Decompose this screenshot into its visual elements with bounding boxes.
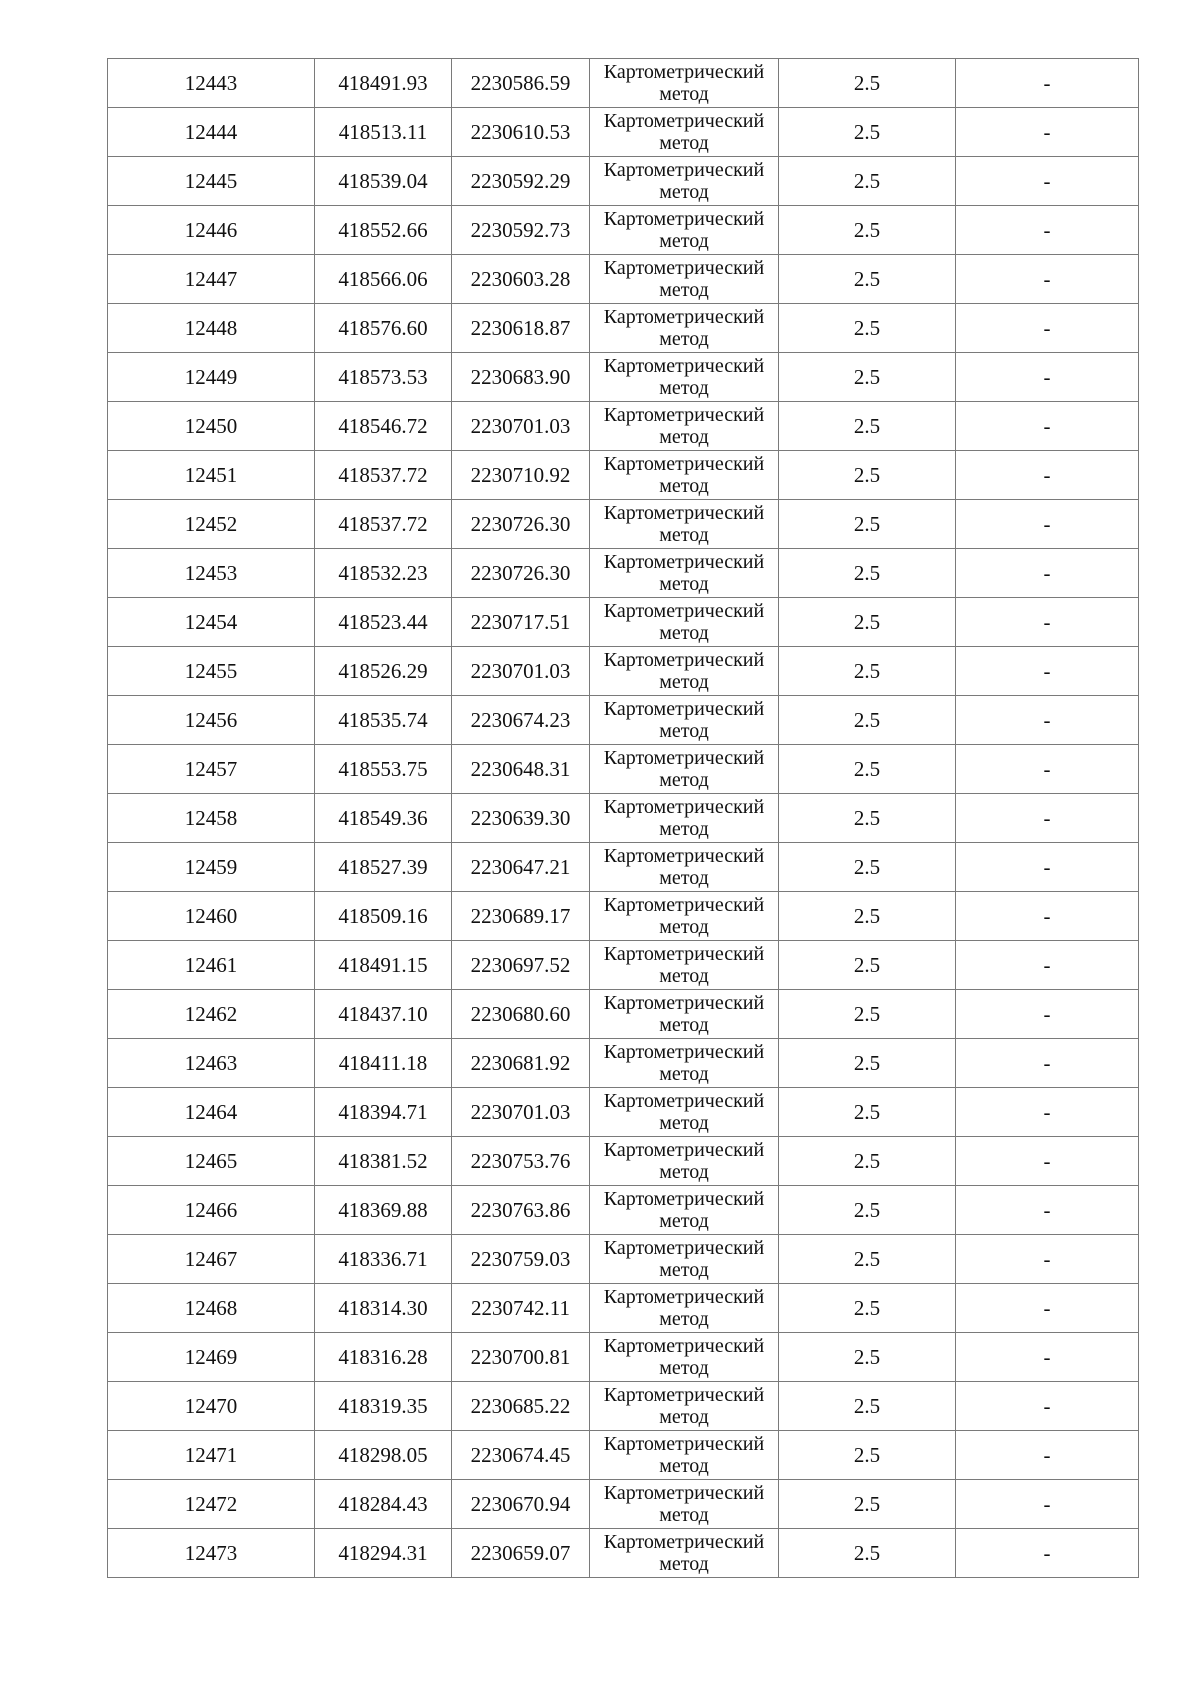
table-row — [108, 1529, 1139, 1578]
method-line-2: метод — [659, 1210, 709, 1232]
note-cell: - — [956, 1480, 1139, 1529]
x-coordinate-cell: 418532.23 — [315, 549, 452, 598]
accuracy-cell: 2.5 — [779, 1480, 956, 1529]
method-cell — [590, 353, 779, 402]
x-coordinate-cell: 418437.10 — [315, 990, 452, 1039]
accuracy-cell: 2.5 — [779, 696, 956, 745]
point-number-cell: 12471 — [108, 1431, 315, 1480]
point-number-cell: 12456 — [108, 696, 315, 745]
accuracy-cell: 2.5 — [779, 647, 956, 696]
accuracy-cell: 2.5 — [779, 1088, 956, 1137]
method-line-1: Картометрический — [603, 257, 765, 279]
x-coordinate-cell: 418539.04 — [315, 157, 452, 206]
method-cell — [590, 304, 779, 353]
method-cell — [590, 206, 779, 255]
method-line-1: Картометрический — [603, 1041, 765, 1063]
method-line-2: метод — [659, 671, 709, 693]
note-cell: - — [956, 108, 1139, 157]
point-number-cell: 12451 — [108, 451, 315, 500]
method-cell — [590, 1529, 779, 1578]
accuracy-cell: 2.5 — [779, 1186, 956, 1235]
method-line-2: метод — [659, 1161, 709, 1183]
x-coordinate-cell: 418537.72 — [315, 451, 452, 500]
x-coordinate-cell: 418394.71 — [315, 1088, 452, 1137]
accuracy-cell: 2.5 — [779, 1333, 956, 1382]
point-number-cell: 12449 — [108, 353, 315, 402]
y-coordinate-cell: 2230586.59 — [452, 59, 590, 108]
table-row — [108, 843, 1139, 892]
y-coordinate-cell: 2230670.94 — [452, 1480, 590, 1529]
method-cell — [590, 500, 779, 549]
method-line-1: Картометрический — [603, 1335, 765, 1357]
accuracy-cell: 2.5 — [779, 843, 956, 892]
method-line-1: Картометрический — [603, 404, 765, 426]
method-line-2: метод — [659, 1259, 709, 1281]
accuracy-cell: 2.5 — [779, 892, 956, 941]
y-coordinate-cell: 2230681.92 — [452, 1039, 590, 1088]
accuracy-cell: 2.5 — [779, 255, 956, 304]
note-cell: - — [956, 206, 1139, 255]
x-coordinate-cell: 418509.16 — [315, 892, 452, 941]
x-coordinate-cell: 418566.06 — [315, 255, 452, 304]
accuracy-cell: 2.5 — [779, 353, 956, 402]
y-coordinate-cell: 2230592.73 — [452, 206, 590, 255]
note-cell: - — [956, 1088, 1139, 1137]
note-cell: - — [956, 500, 1139, 549]
point-number-cell: 12454 — [108, 598, 315, 647]
note-cell: - — [956, 1137, 1139, 1186]
method-line-1: Картометрический — [603, 600, 765, 622]
note-cell: - — [956, 990, 1139, 1039]
x-coordinate-cell: 418535.74 — [315, 696, 452, 745]
method-cell — [590, 990, 779, 1039]
x-coordinate-cell: 418381.52 — [315, 1137, 452, 1186]
method-cell — [590, 696, 779, 745]
point-number-cell: 12443 — [108, 59, 315, 108]
point-number-cell: 12452 — [108, 500, 315, 549]
point-number-cell: 12457 — [108, 745, 315, 794]
table-row — [108, 500, 1139, 549]
method-line-1: Картометрический — [603, 1384, 765, 1406]
table-row — [108, 1333, 1139, 1382]
accuracy-cell: 2.5 — [779, 794, 956, 843]
method-cell — [590, 1039, 779, 1088]
point-number-cell: 12459 — [108, 843, 315, 892]
x-coordinate-cell: 418526.29 — [315, 647, 452, 696]
table-row — [108, 255, 1139, 304]
note-cell: - — [956, 304, 1139, 353]
x-coordinate-cell: 418284.43 — [315, 1480, 452, 1529]
y-coordinate-cell: 2230753.76 — [452, 1137, 590, 1186]
method-line-2: метод — [659, 965, 709, 987]
table-row — [108, 696, 1139, 745]
x-coordinate-cell: 418314.30 — [315, 1284, 452, 1333]
y-coordinate-cell: 2230659.07 — [452, 1529, 590, 1578]
method-line-1: Картометрический — [603, 1090, 765, 1112]
y-coordinate-cell: 2230763.86 — [452, 1186, 590, 1235]
accuracy-cell: 2.5 — [779, 1431, 956, 1480]
method-cell — [590, 647, 779, 696]
y-coordinate-cell: 2230726.30 — [452, 549, 590, 598]
method-cell — [590, 892, 779, 941]
x-coordinate-cell: 418553.75 — [315, 745, 452, 794]
table-row — [108, 353, 1139, 402]
table-row — [108, 549, 1139, 598]
method-line-2: метод — [659, 1406, 709, 1428]
method-line-1: Картометрический — [603, 551, 765, 573]
method-cell — [590, 1431, 779, 1480]
note-cell: - — [956, 1284, 1139, 1333]
method-line-2: метод — [659, 377, 709, 399]
note-cell: - — [956, 1186, 1139, 1235]
x-coordinate-cell: 418316.28 — [315, 1333, 452, 1382]
accuracy-cell: 2.5 — [779, 941, 956, 990]
method-line-2: метод — [659, 867, 709, 889]
note-cell: - — [956, 647, 1139, 696]
note-cell: - — [956, 59, 1139, 108]
note-cell: - — [956, 843, 1139, 892]
method-line-1: Картометрический — [603, 1139, 765, 1161]
point-number-cell: 12468 — [108, 1284, 315, 1333]
x-coordinate-cell: 418576.60 — [315, 304, 452, 353]
method-line-1: Картометрический — [603, 355, 765, 377]
y-coordinate-cell: 2230603.28 — [452, 255, 590, 304]
method-line-2: метод — [659, 1357, 709, 1379]
note-cell: - — [956, 549, 1139, 598]
table-row — [108, 304, 1139, 353]
x-coordinate-cell: 418369.88 — [315, 1186, 452, 1235]
accuracy-cell: 2.5 — [779, 451, 956, 500]
x-coordinate-cell: 418319.35 — [315, 1382, 452, 1431]
accuracy-cell: 2.5 — [779, 206, 956, 255]
accuracy-cell: 2.5 — [779, 108, 956, 157]
table-row — [108, 59, 1139, 108]
method-cell — [590, 1186, 779, 1235]
accuracy-cell: 2.5 — [779, 402, 956, 451]
method-line-1: Картометрический — [603, 698, 765, 720]
method-line-2: метод — [659, 524, 709, 546]
table-row — [108, 206, 1139, 255]
note-cell: - — [956, 1529, 1139, 1578]
method-line-2: метод — [659, 279, 709, 301]
accuracy-cell: 2.5 — [779, 59, 956, 108]
method-line-2: метод — [659, 1112, 709, 1134]
method-line-2: метод — [659, 230, 709, 252]
y-coordinate-cell: 2230674.45 — [452, 1431, 590, 1480]
method-line-2: метод — [659, 83, 709, 105]
method-line-2: метод — [659, 1504, 709, 1526]
method-line-1: Картометрический — [603, 1188, 765, 1210]
method-line-2: метод — [659, 916, 709, 938]
note-cell: - — [956, 1382, 1139, 1431]
table-row — [108, 647, 1139, 696]
method-cell — [590, 1137, 779, 1186]
table-row — [108, 1088, 1139, 1137]
accuracy-cell: 2.5 — [779, 1382, 956, 1431]
method-line-1: Картометрический — [603, 61, 765, 83]
accuracy-cell: 2.5 — [779, 1137, 956, 1186]
point-number-cell: 12467 — [108, 1235, 315, 1284]
y-coordinate-cell: 2230697.52 — [452, 941, 590, 990]
point-number-cell: 12465 — [108, 1137, 315, 1186]
point-number-cell: 12462 — [108, 990, 315, 1039]
point-number-cell: 12447 — [108, 255, 315, 304]
point-number-cell: 12453 — [108, 549, 315, 598]
method-line-1: Картометрический — [603, 649, 765, 671]
point-number-cell: 12455 — [108, 647, 315, 696]
point-number-cell: 12473 — [108, 1529, 315, 1578]
method-cell — [590, 402, 779, 451]
y-coordinate-cell: 2230639.30 — [452, 794, 590, 843]
y-coordinate-cell: 2230674.23 — [452, 696, 590, 745]
method-line-1: Картометрический — [603, 1286, 765, 1308]
method-line-1: Картометрический — [603, 796, 765, 818]
x-coordinate-cell: 418298.05 — [315, 1431, 452, 1480]
table-row — [108, 794, 1139, 843]
note-cell: - — [956, 941, 1139, 990]
method-line-1: Картометрический — [603, 845, 765, 867]
method-line-1: Картометрический — [603, 306, 765, 328]
method-line-2: метод — [659, 1308, 709, 1330]
method-cell — [590, 1284, 779, 1333]
x-coordinate-cell: 418294.31 — [315, 1529, 452, 1578]
x-coordinate-cell: 418411.18 — [315, 1039, 452, 1088]
y-coordinate-cell: 2230742.11 — [452, 1284, 590, 1333]
y-coordinate-cell: 2230701.03 — [452, 1088, 590, 1137]
method-cell — [590, 1235, 779, 1284]
x-coordinate-cell: 418552.66 — [315, 206, 452, 255]
coordinates-table-body — [108, 59, 1139, 1578]
method-line-2: метод — [659, 573, 709, 595]
method-line-2: метод — [659, 769, 709, 791]
point-number-cell: 12446 — [108, 206, 315, 255]
table-row — [108, 1382, 1139, 1431]
note-cell: - — [956, 892, 1139, 941]
x-coordinate-cell: 418523.44 — [315, 598, 452, 647]
y-coordinate-cell: 2230610.53 — [452, 108, 590, 157]
method-cell — [590, 941, 779, 990]
note-cell: - — [956, 745, 1139, 794]
method-line-2: метод — [659, 818, 709, 840]
method-line-2: метод — [659, 1063, 709, 1085]
table-row — [108, 1235, 1139, 1284]
table-row — [108, 108, 1139, 157]
y-coordinate-cell: 2230618.87 — [452, 304, 590, 353]
y-coordinate-cell: 2230717.51 — [452, 598, 590, 647]
y-coordinate-cell: 2230700.81 — [452, 1333, 590, 1382]
method-line-2: метод — [659, 622, 709, 644]
table-row — [108, 402, 1139, 451]
method-cell — [590, 157, 779, 206]
method-line-1: Картометрический — [603, 992, 765, 1014]
method-cell — [590, 59, 779, 108]
method-line-1: Картометрический — [603, 502, 765, 524]
method-line-1: Картометрический — [603, 110, 765, 132]
method-cell — [590, 255, 779, 304]
method-cell — [590, 1382, 779, 1431]
x-coordinate-cell: 418549.36 — [315, 794, 452, 843]
x-coordinate-cell: 418546.72 — [315, 402, 452, 451]
method-line-2: метод — [659, 1014, 709, 1036]
point-number-cell: 12445 — [108, 157, 315, 206]
x-coordinate-cell: 418336.71 — [315, 1235, 452, 1284]
method-cell — [590, 794, 779, 843]
method-line-2: метод — [659, 1455, 709, 1477]
table-row — [108, 1284, 1139, 1333]
note-cell: - — [956, 794, 1139, 843]
method-line-1: Картометрический — [603, 453, 765, 475]
y-coordinate-cell: 2230701.03 — [452, 402, 590, 451]
method-cell — [590, 598, 779, 647]
note-cell: - — [956, 1431, 1139, 1480]
point-number-cell: 12464 — [108, 1088, 315, 1137]
accuracy-cell: 2.5 — [779, 1284, 956, 1333]
note-cell: - — [956, 353, 1139, 402]
method-line-2: метод — [659, 181, 709, 203]
method-line-2: метод — [659, 426, 709, 448]
method-line-1: Картометрический — [603, 894, 765, 916]
accuracy-cell: 2.5 — [779, 549, 956, 598]
table-row — [108, 941, 1139, 990]
table-row — [108, 745, 1139, 794]
method-line-1: Картометрический — [603, 1433, 765, 1455]
method-line-1: Картометрический — [603, 208, 765, 230]
point-number-cell: 12463 — [108, 1039, 315, 1088]
table-row — [108, 1480, 1139, 1529]
point-number-cell: 12470 — [108, 1382, 315, 1431]
note-cell: - — [956, 1333, 1139, 1382]
note-cell: - — [956, 451, 1139, 500]
y-coordinate-cell: 2230710.92 — [452, 451, 590, 500]
accuracy-cell: 2.5 — [779, 1235, 956, 1284]
method-line-1: Картометрический — [603, 1531, 765, 1553]
method-line-2: метод — [659, 1553, 709, 1575]
x-coordinate-cell: 418513.11 — [315, 108, 452, 157]
method-line-2: метод — [659, 132, 709, 154]
note-cell: - — [956, 598, 1139, 647]
accuracy-cell: 2.5 — [779, 598, 956, 647]
x-coordinate-cell: 418537.72 — [315, 500, 452, 549]
method-cell — [590, 843, 779, 892]
method-line-1: Картометрический — [603, 747, 765, 769]
method-line-2: метод — [659, 328, 709, 350]
note-cell: - — [956, 255, 1139, 304]
note-cell: - — [956, 1235, 1139, 1284]
note-cell: - — [956, 157, 1139, 206]
accuracy-cell: 2.5 — [779, 1039, 956, 1088]
y-coordinate-cell: 2230683.90 — [452, 353, 590, 402]
method-line-2: метод — [659, 475, 709, 497]
accuracy-cell: 2.5 — [779, 1529, 956, 1578]
point-number-cell: 12466 — [108, 1186, 315, 1235]
accuracy-cell: 2.5 — [779, 745, 956, 794]
x-coordinate-cell: 418491.15 — [315, 941, 452, 990]
note-cell: - — [956, 1039, 1139, 1088]
point-number-cell: 12461 — [108, 941, 315, 990]
point-number-cell: 12448 — [108, 304, 315, 353]
table-row — [108, 1186, 1139, 1235]
point-number-cell: 12458 — [108, 794, 315, 843]
y-coordinate-cell: 2230689.17 — [452, 892, 590, 941]
point-number-cell: 12450 — [108, 402, 315, 451]
note-cell: - — [956, 696, 1139, 745]
table-row — [108, 1039, 1139, 1088]
table-row — [108, 892, 1139, 941]
method-cell — [590, 745, 779, 794]
method-line-1: Картометрический — [603, 1482, 765, 1504]
y-coordinate-cell: 2230680.60 — [452, 990, 590, 1039]
accuracy-cell: 2.5 — [779, 990, 956, 1039]
point-number-cell: 12444 — [108, 108, 315, 157]
coordinates-table — [107, 58, 1139, 1578]
method-cell — [590, 108, 779, 157]
table-row — [108, 1137, 1139, 1186]
method-cell — [590, 451, 779, 500]
method-cell — [590, 549, 779, 598]
y-coordinate-cell: 2230592.29 — [452, 157, 590, 206]
method-cell — [590, 1088, 779, 1137]
method-line-1: Картометрический — [603, 159, 765, 181]
method-cell — [590, 1480, 779, 1529]
y-coordinate-cell: 2230685.22 — [452, 1382, 590, 1431]
x-coordinate-cell: 418527.39 — [315, 843, 452, 892]
table-row — [108, 598, 1139, 647]
point-number-cell: 12472 — [108, 1480, 315, 1529]
y-coordinate-cell: 2230726.30 — [452, 500, 590, 549]
table-row — [108, 157, 1139, 206]
method-line-2: метод — [659, 720, 709, 742]
table-row — [108, 451, 1139, 500]
point-number-cell: 12469 — [108, 1333, 315, 1382]
accuracy-cell: 2.5 — [779, 500, 956, 549]
accuracy-cell: 2.5 — [779, 304, 956, 353]
note-cell: - — [956, 402, 1139, 451]
x-coordinate-cell: 418491.93 — [315, 59, 452, 108]
y-coordinate-cell: 2230701.03 — [452, 647, 590, 696]
y-coordinate-cell: 2230647.21 — [452, 843, 590, 892]
method-cell — [590, 1333, 779, 1382]
accuracy-cell: 2.5 — [779, 157, 956, 206]
point-number-cell: 12460 — [108, 892, 315, 941]
method-line-1: Картометрический — [603, 1237, 765, 1259]
method-line-1: Картометрический — [603, 943, 765, 965]
table-row — [108, 1431, 1139, 1480]
y-coordinate-cell: 2230759.03 — [452, 1235, 590, 1284]
y-coordinate-cell: 2230648.31 — [452, 745, 590, 794]
x-coordinate-cell: 418573.53 — [315, 353, 452, 402]
table-row — [108, 990, 1139, 1039]
